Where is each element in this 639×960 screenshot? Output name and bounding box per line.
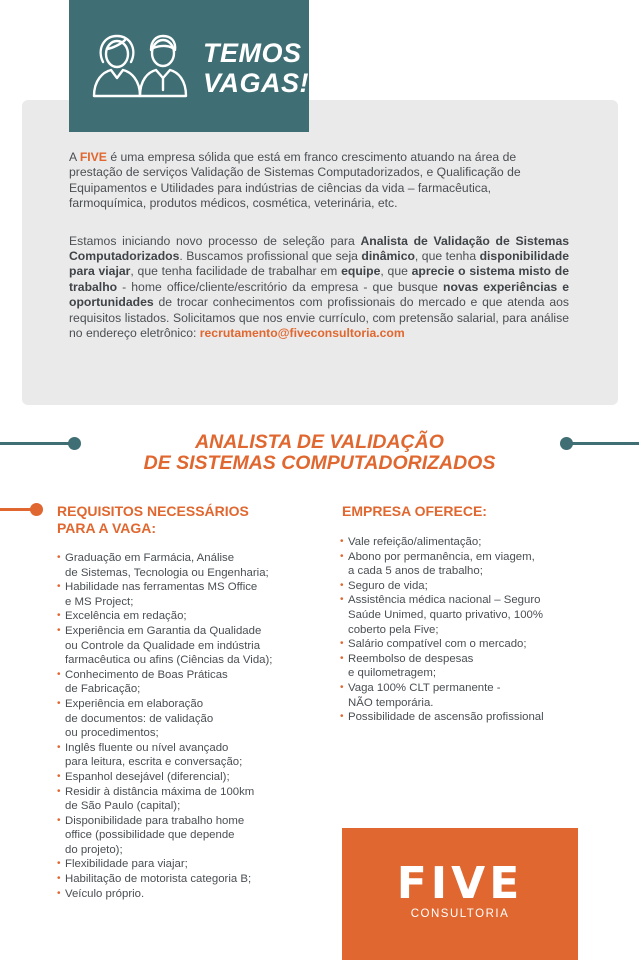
requirement-item — [57, 624, 327, 668]
requirement-item-text: Flexibilidade para viajar; — [65, 858, 188, 871]
intro-paragraph-company — [69, 150, 569, 212]
intro-text-run: A — [69, 150, 80, 164]
intro-text-run: equipe — [341, 264, 381, 279]
two-people-icon — [91, 32, 189, 100]
requirement-item-text: Veículo próprio. — [65, 887, 145, 900]
benefit-item — [340, 637, 600, 652]
benefit-item-text: Reembolso de despesas e quilometragem; — [348, 652, 474, 680]
intro-text-run: disponibilidade para viajar — [69, 249, 569, 279]
requirement-item — [57, 887, 327, 902]
benefit-item-text: Vaga 100% CLT permanente - NÃO temporária. — [348, 681, 501, 709]
intro-text-run: , que tenha facilidade de trabalhar em — [130, 264, 342, 279]
intro-text-run: é uma empresa sólida que está em franco crescimento atuando na área de prestação de serviços Validação de Sistemas Computadorizados, e Qualificação de Equipamentos e Utilidades para indústrias de ciências da vida – farmacêutica, farmoquímica, produtos médicos, cosmética, veterinária, etc. — [69, 150, 521, 211]
benefit-item-text: Assistência médica nacional – Seguro Saúde Unimed, quarto privativo, 100% coberto pela Five; — [348, 594, 544, 636]
benefit-item — [340, 710, 600, 725]
benefit-item — [340, 535, 600, 550]
requirements-list — [57, 551, 327, 901]
benefit-item — [340, 652, 600, 681]
requirement-item — [57, 609, 327, 624]
job-title-headline: ANALISTA DE VALIDAÇÃO DE SISTEMAS COMPUTADORIZADOS — [143, 431, 496, 474]
requirement-item-text: Espanhol desejável (diferencial); — [65, 770, 230, 783]
requirement-item — [57, 697, 327, 741]
benefit-item — [340, 681, 600, 710]
benefits-list — [340, 535, 600, 725]
benefit-item-text: Abono por permanência, em viagem, a cada 5 anos de trabalho; — [348, 550, 535, 578]
intro-text-run: , que tenha — [414, 249, 480, 264]
intro-text-run: de trocar conhecimentos com profissionais do mercado e que atenda aos requisitos listados. Solicitamos que nos envie currículo, com pretensão salarial, para análise no endereço eletrônico: — [69, 295, 569, 341]
benefit-item-text: Possibilidade de ascensão profissional — [348, 711, 544, 724]
intro-text — [69, 150, 569, 341]
benefit-item-text: Vale refeição/alimentação; — [348, 536, 482, 548]
hiring-banner — [69, 0, 309, 132]
intro-text-run[interactable]: recrutamento@fiveconsultoria.com — [199, 326, 405, 341]
requirement-item-text: Habilidade nas ferramentas MS Office e MS Project; — [65, 581, 258, 608]
offers-title: EMPRESA OFERECE: — [342, 503, 487, 519]
requirement-item — [57, 814, 327, 858]
intro-text-run: aprecie o sistema misto de trabalho — [69, 264, 570, 294]
banner-title: TEMOS VAGAS! — [203, 38, 310, 98]
intro-text-run: - home office/cliente/escritório da empresa - que busque — [117, 279, 443, 294]
intro-text-run: dinâmico — [361, 249, 415, 264]
requirements-divider — [0, 508, 34, 511]
requirement-item-text: Experiência em elaboração de documentos: de validação ou procedimentos; — [65, 697, 214, 740]
intro-text-run: FIVE — [79, 150, 107, 164]
requirement-item — [57, 551, 327, 580]
intro-paragraph-position — [69, 234, 569, 342]
logo-subtitle: CONSULTORIA — [410, 908, 510, 920]
benefit-item — [340, 593, 600, 637]
requirement-item-text: Excelência em redação; — [65, 610, 187, 623]
logo-wordmark: FIVE — [396, 858, 524, 909]
intro-text-run: Estamos iniciando novo processo de seleção para — [69, 233, 361, 248]
requirement-item — [57, 580, 327, 609]
requirements-title: REQUISITOS NECESSÁRIOS PARA A VAGA: — [57, 503, 249, 536]
requirement-item-text: Residir à distância máxima de 100km de São Paulo (capital); — [65, 785, 255, 813]
requirement-item — [57, 872, 327, 887]
requirement-item — [57, 741, 327, 770]
intro-text-run: , que — [380, 264, 412, 279]
intro-text-run: Analista de Validação de Sistemas Computadorizados — [69, 233, 569, 264]
benefit-item-text: Salário compatível com o mercado; — [348, 638, 527, 651]
requirement-item-text: Conhecimento de Boas Práticas de Fabricação; — [65, 668, 228, 696]
benefit-item — [340, 579, 600, 594]
requirement-item-text: Habilitação de motorista categoria B; — [65, 873, 252, 886]
benefit-item — [340, 550, 600, 579]
requirement-item-text: Inglês fluente ou nível avançado para leitura, escrita e conversação; — [65, 741, 243, 769]
requirement-item-text: Disponibilidade para trabalho home office (possibilidade que depende do projeto); — [65, 814, 245, 856]
requirement-item — [57, 785, 327, 814]
requirement-item-text: Graduação em Farmácia, Análise de Sistemas, Tecnologia ou Engenharia; — [65, 552, 269, 579]
intro-text-run: . Buscamos profissional que seja — [179, 249, 362, 264]
requirement-item — [57, 770, 327, 785]
benefit-item-text: Seguro de vida; — [348, 579, 428, 592]
requirement-item — [57, 668, 327, 697]
requirement-item-text: Experiência em Garantia da Qualidade ou Controle da Qualidade em indústria farmacêutica ou afins (Ciências da Vida); — [65, 624, 273, 667]
requirement-item — [57, 857, 327, 872]
five-logo — [342, 828, 578, 960]
requirements-divider-dot — [30, 503, 43, 516]
intro-text-run: novas experiências e oportunidades — [69, 279, 569, 310]
